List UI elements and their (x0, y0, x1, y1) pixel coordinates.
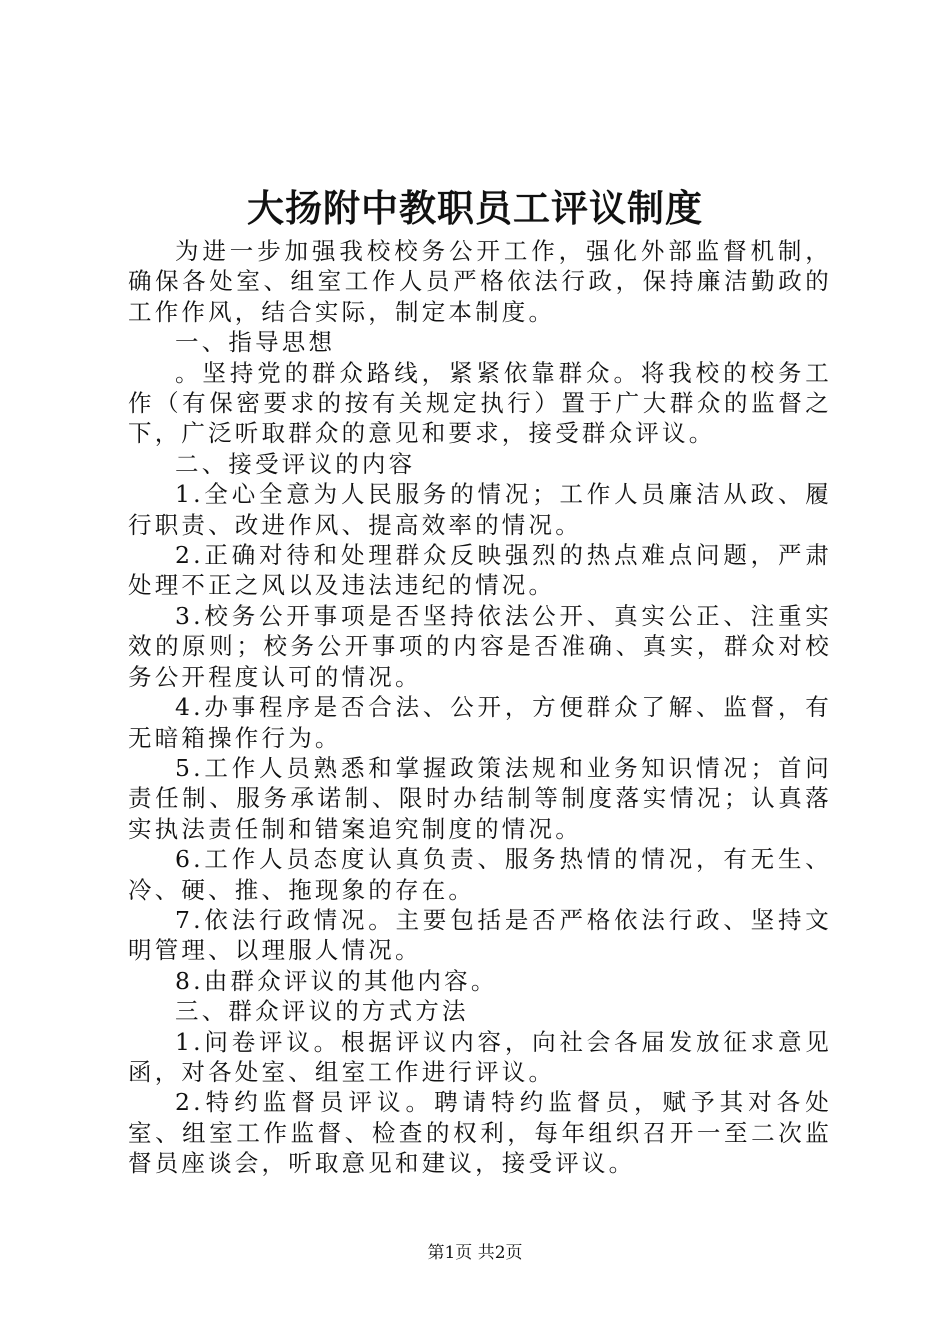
heading-guiding-ideology: 一、指导思想 (175, 328, 336, 357)
list-item-content-7: 7.依法行政情况。主要包括是否严格依法行政、坚持文明管理、以理服人情况。 (128, 905, 832, 965)
list-item-content-8: 8.由群众评议的其他内容。 (175, 966, 498, 995)
list-item-content-4: 4.办事程序是否合法、公开，方便群众了解、监督，有无暗箱操作行为。 (128, 693, 832, 752)
list-item-content-1: 1.全心全意为人民服务的情况；工作人员廉洁从政、履行职责、改进作风、提高效率的情况。 (128, 480, 832, 539)
paragraph-intro: 为进一步加强我校校务公开工作，强化外部监督机制，确保各处室、组室工作人员严格依法行政，保持廉洁勤政的工作作风，结合实际，制定本制度。 (128, 237, 832, 326)
list-item-content-6: 6.工作人员态度认真负责、服务热情的情况，有无生、冷、硬、推、拖现象的存在。 (128, 845, 832, 904)
list-item-content-5: 5.工作人员熟悉和掌握政策法规和业务知识情况；首问责任制、服务承诺制、限时办结制等制度落实情况；认真落实执法责任制和错案追究制度的情况。 (128, 753, 832, 843)
heading-review-content: 二、接受评议的内容 (175, 449, 416, 478)
heading-review-methods: 三、群众评议的方式方法 (175, 997, 469, 1026)
list-item-content-2: 2.正确对待和处理群众反映强烈的热点难点问题，严肃处理不正之风以及违法违纪的情况。 (128, 541, 832, 600)
document-body (128, 236, 832, 1179)
list-item-method-2: 2.特约监督员评议。聘请特约监督员，赋予其对各处室、组室工作监督、检查的权利，每年组织召开一至二次监督员座谈会，听取意见和建议，接受评议。 (128, 1088, 832, 1178)
page-footer: 第1页 共2页 (427, 1243, 523, 1263)
list-item-method-1: 1.问卷评议。根据评议内容，向社会各届发放征求意见函，对各处室、组室工作进行评议。 (128, 1027, 832, 1086)
list-item-content-3: 3.校务公开事项是否坚持依法公开、真实公正、注重实效的原则；校务公开事项的内容是否准确、真实，群众对校务公开程度认可的情况。 (128, 601, 832, 691)
document-title: 大扬附中教职员工评议制度 (247, 186, 703, 230)
paragraph-guiding-ideology: 。坚持党的群众路线，紧紧依靠群众。将我校的校务工作（有保密要求的按有关规定执行）置于广大群众的监督之下，广泛听取群众的意见和要求，接受群众评议。 (128, 358, 832, 448)
